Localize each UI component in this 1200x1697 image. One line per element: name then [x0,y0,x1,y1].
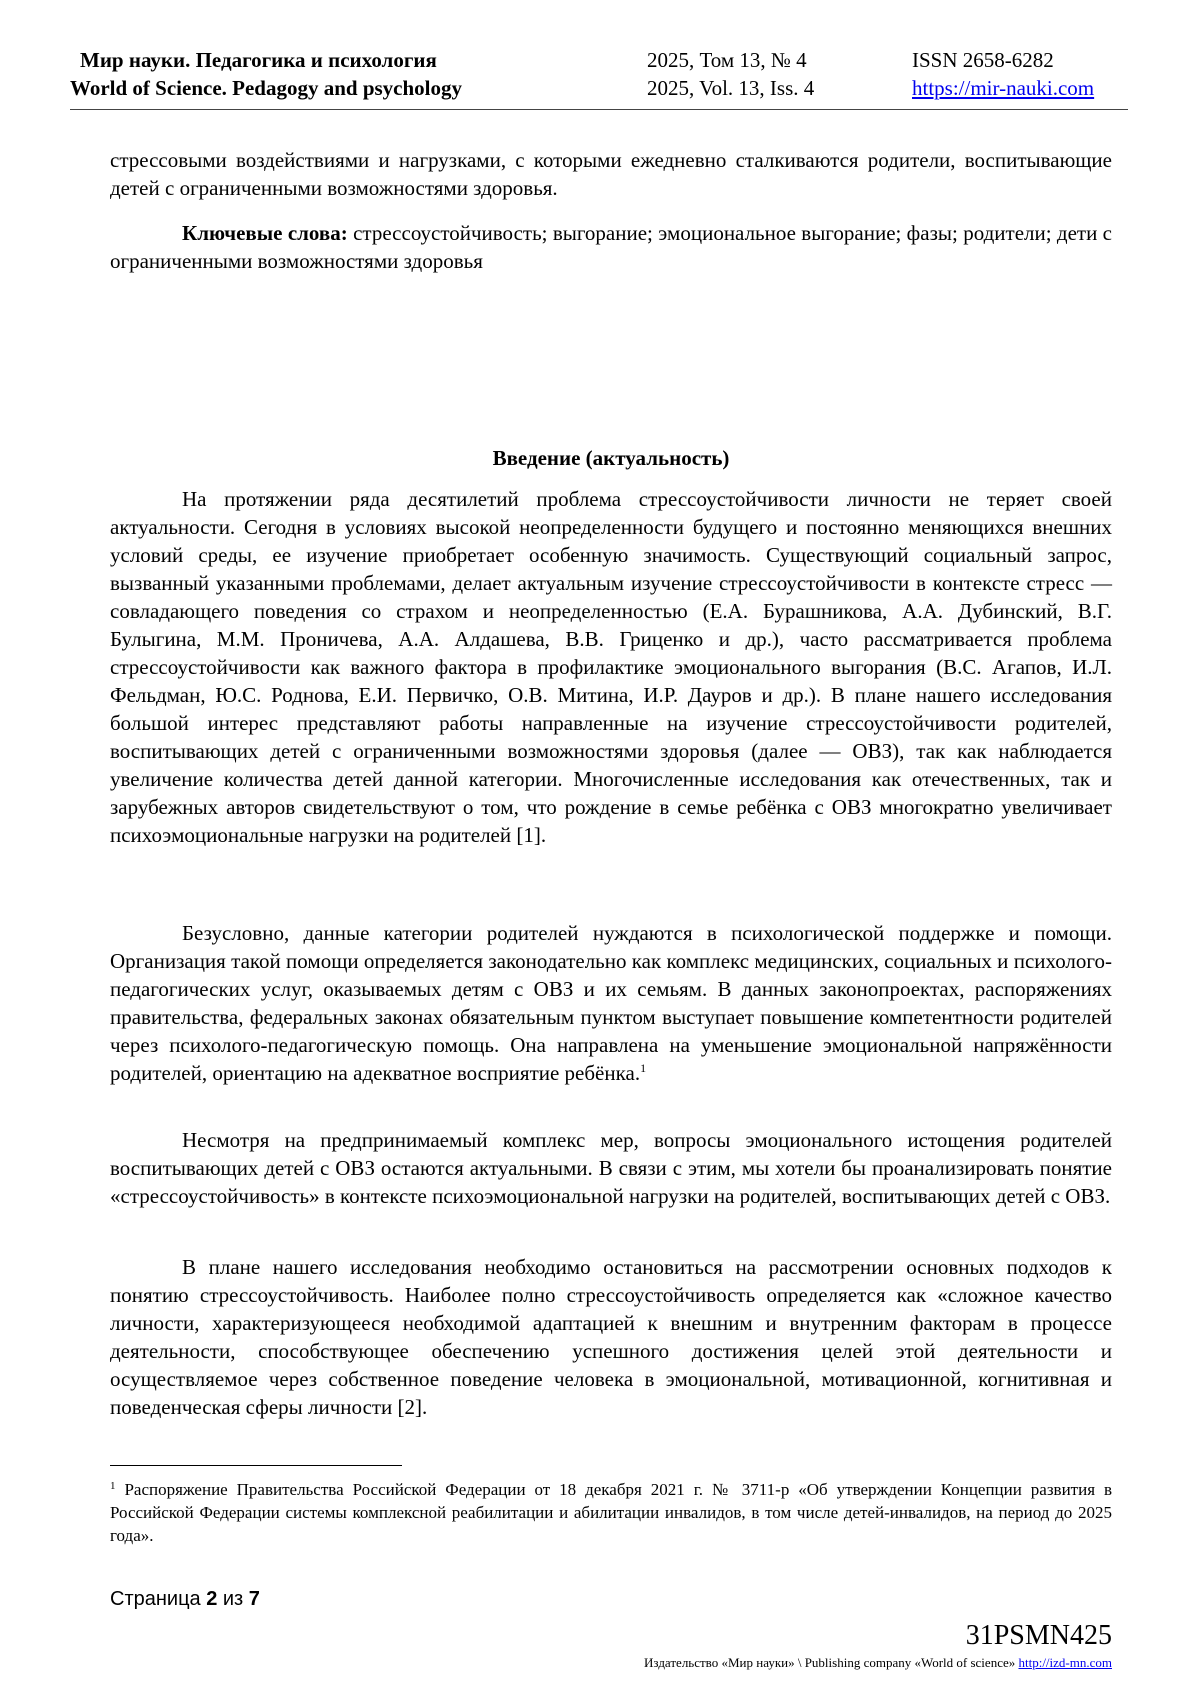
keywords-text: стрессоустойчивость; выгорание; эмоциональное выгорание; фазы; родители; дети с ограниченными возможностями здоровья [110,221,1112,273]
footnote-divider [110,1465,402,1466]
footnote [110,1478,1112,1547]
keywords [110,219,1112,275]
paragraph-1: На протяжении ряда десятилетий проблема стрессоустойчивости личности не теряет своей актуальности. Сегодня в условиях высокой неопределенности будущего и постоянно меняющихся внешних условий среды, ее изучение приобретает особенную значимость. Существующий социальный запрос, вызванный указанными проблемами, делает актуальным изучение стрессоустойчивости в контексте стресс — совладающего поведения со страхом и неопределенностью (Е.А. Бурашникова, А.А. Дубинский, В.Г. Булыгина, М.М. Проничева, А.А. Алдашева, В.В. Гриценко и др.), часто рассматривается проблема стрессоустойчивости как важного фактора в профилактике эмоционального выгорания (В.С. Агапов, И.Л. Фельдман, Ю.С. Роднова, Е.И. Первичко, О.В. Митина, И.Р. Дауров и др.). В плане нашего исследования большой интерес представляют работы направленные на изучение стрессоустойчивости родителей, воспитывающих детей с ограниченными возможностями здоровья (далее — ОВЗ), так как наблюдается увеличение количества детей данной категории. Многочисленные исследования как отечественных, так и зарубежных авторов свидетельствуют о том, что рождение в семье ребёнка с ОВЗ многократно увеличивает психоэмоциональные нагрузки на родителей [1]. [110,487,1112,847]
page-current: 2 [206,1588,218,1610]
page-total: 7 [248,1588,260,1610]
journal-title-ru: Мир науки. Педагогика и психология [80,48,437,72]
publisher-line [644,1655,1112,1671]
header-divider [70,109,1128,110]
paragraph-2-text: Безусловно, данные категории родителей нуждаются в психологической поддержке и помощи. Организация такой помощи определяется законодательно как комплекс медицинских, социальных и психолого-педагогических услуг, оказываемых детям с ОВЗ и их семьям. В данных законопроектах, распоряжениях правительства, федеральных законах обязательным пунктом выступает повышение компетентности родителей через психолого-педагогическую помощь. Она направлена на уменьшение эмоциональной напряжённости родителей, ориентацию на адекватное восприятие ребёнка. [110,921,1112,1085]
footnote-ref[interactable]: 1 [640,1061,647,1075]
journal-site-link[interactable]: https://mir-nauki.com [912,76,1095,100]
keywords-label: Ключевые слова: [182,221,348,245]
article-code: 31PSMN425 [965,1620,1112,1651]
section-title: Введение (актуальность) [492,446,730,470]
abstract-tail: стрессовыми воздействиями и нагрузками, с которыми ежедневно сталкиваются родители, воспитывающие детей с ограниченными возможностями здоровья. [110,148,1112,200]
footnote-marker: 1 [110,1480,116,1492]
paragraph-3: Несмотря на предпринимаемый комплекс мер, вопросы эмоционального истощения родителей воспитывающих детей с ОВЗ остаются актуальными. В связи с этим, мы хотели бы проанализировать понятие «стрессоустойчивость» в контексте психоэмоциональной нагрузки на родителей, воспитывающих детей с ОВЗ. [110,1128,1112,1208]
publisher-text: Издательство «Мир науки» \ Publishing company «World of science» [644,1655,1019,1670]
issue-en: 2025, Vol. 13, Iss. 4 [647,76,815,100]
paragraph-2 [110,919,1112,1087]
issn: ISSN 2658-6282 [912,48,1054,72]
publisher-link[interactable]: http://izd-mn.com [1018,1655,1112,1670]
journal-title-en: World of Science. Pedagogy and psychology [70,76,463,100]
footnote-text: Распоряжение Правительства Российской Федерации от 18 декабря 2021 г. № 3711-р «Об утверждении Концепции развития в Российской Федерации системы комплексной реабилитации и абилитации инвалидов, в том числе детей-инвалидов, на период до 2025 года». [110,1480,1112,1545]
paragraph-4: В плане нашего исследования необходимо остановиться на рассмотрении основных подходов к понятию стрессоустойчивость. Наиболее полно стрессоустойчивость определяется как «сложное качество личности, характеризующееся необходимой адаптацией к внешним и внутренним факторам в процессе деятельности, способствующее обеспечению успешного достижения целей этой деятельности и осуществляемое через собственное поведение человека в эмоциональной, мотивационной, когнитивная и поведенческая сферы личности [2]. [110,1255,1112,1419]
issue-ru: 2025, Том 13, № 4 [647,48,807,72]
page-counter: Страница 2 из 7 [110,1588,260,1610]
